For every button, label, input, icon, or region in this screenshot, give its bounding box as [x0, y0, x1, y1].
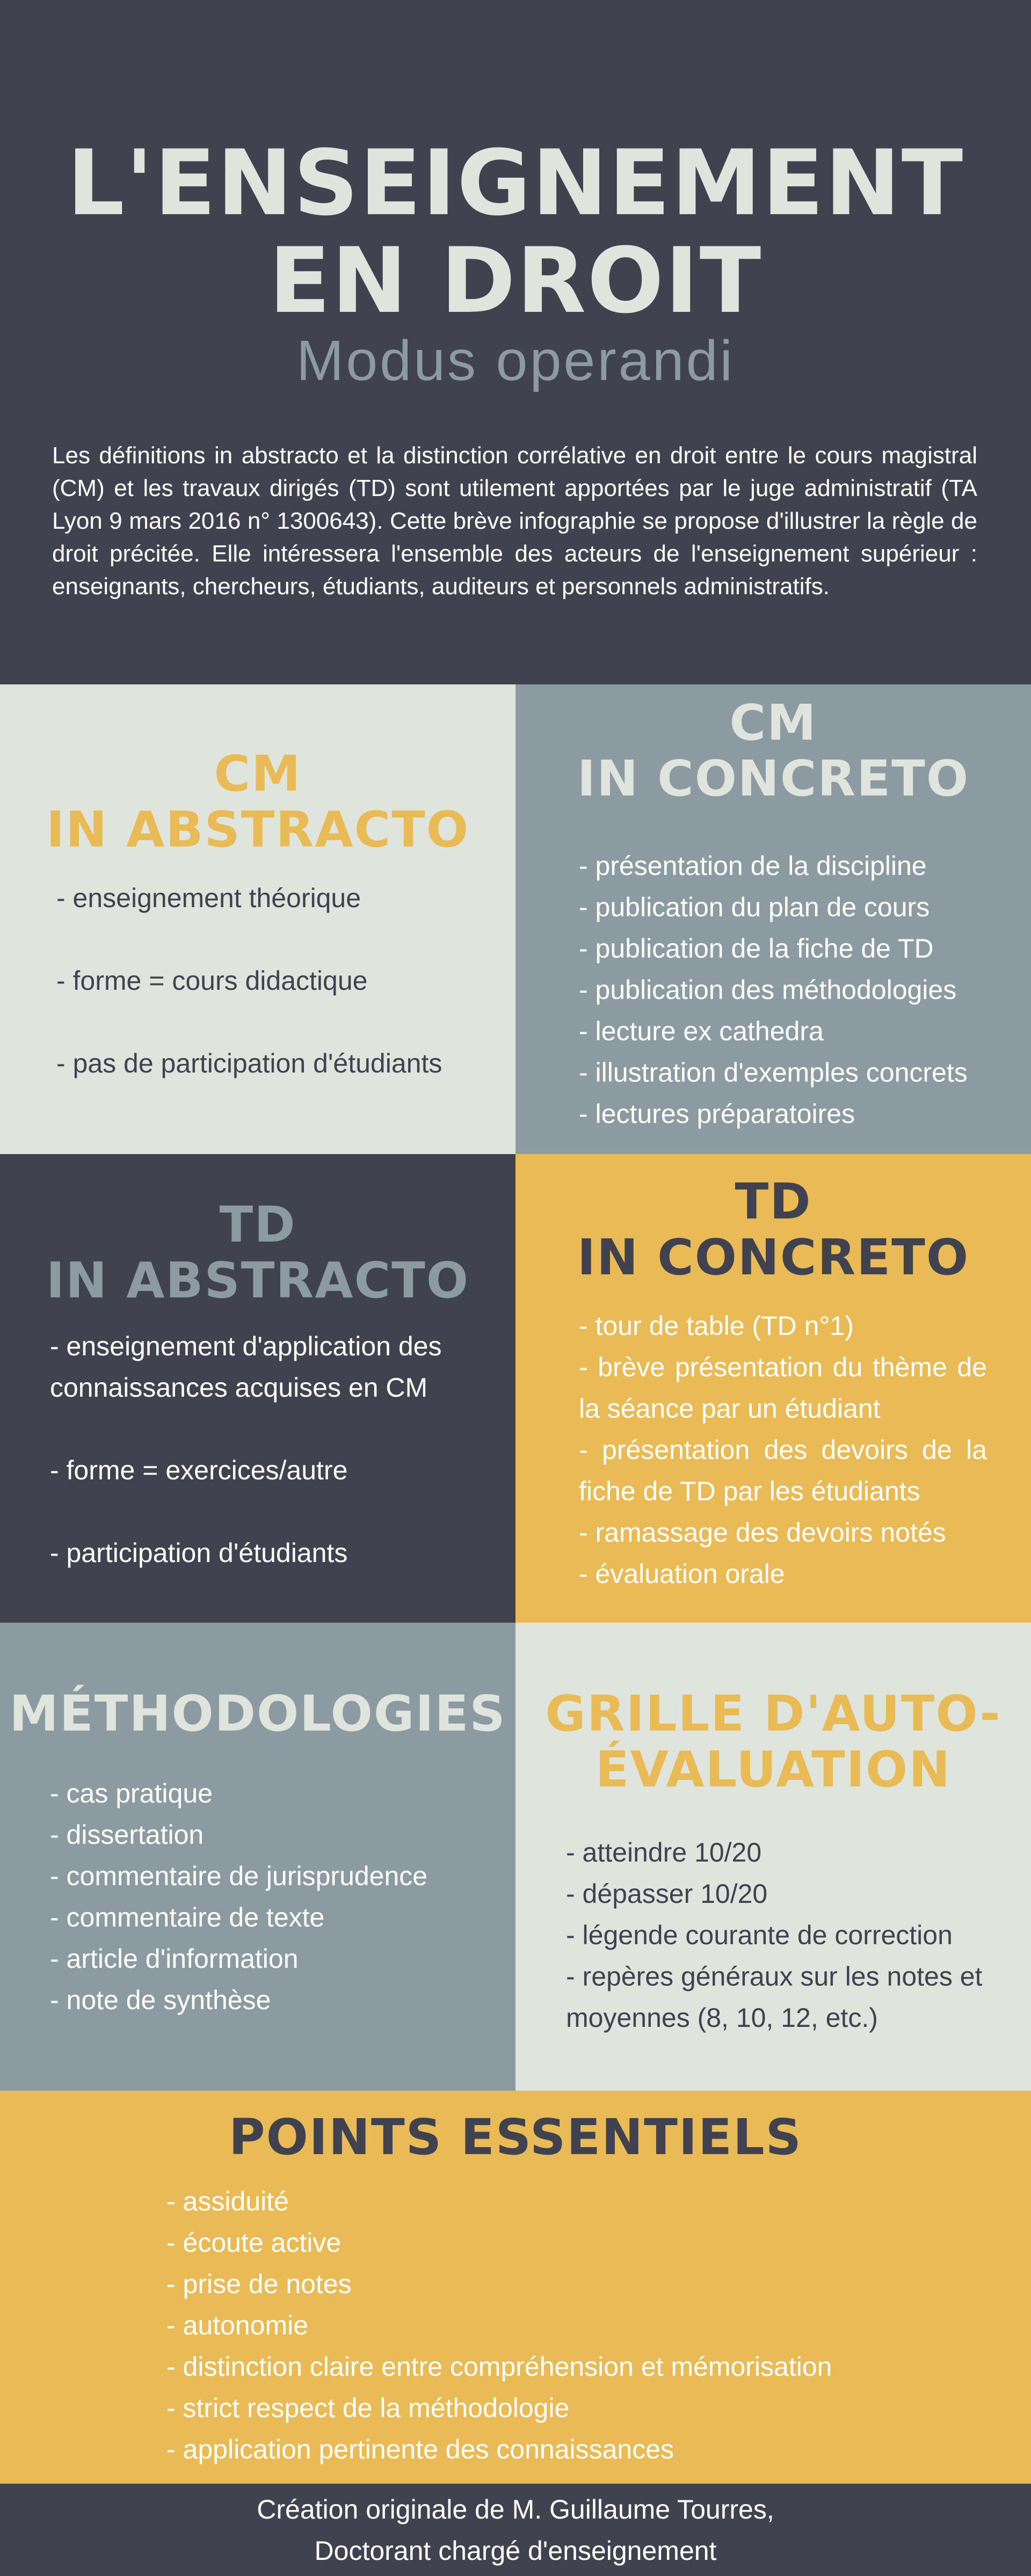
- footer-credit: Création originale de M. Guillaume Tourres,: [257, 2494, 774, 2524]
- footer: [0, 2484, 1031, 2576]
- list-item: - lectures préparatoires: [579, 1099, 855, 1129]
- td-abstracto-list: [50, 1326, 490, 1615]
- subtitle: Modus operandi: [296, 329, 735, 392]
- grille-panel: [516, 1623, 1031, 2091]
- list-item: - commentaire de texte: [50, 1902, 325, 1932]
- list-item: - publication du plan de cours: [579, 892, 930, 922]
- list-item: - forme = exercices/autre: [50, 1455, 348, 1485]
- intro-paragraph: Les définitions in abstracto et la distinction corrélative en droit entre le cours magistral (CM) et les travaux dirigés (TD) sont utilement apportées par le juge administratif (TA Lyon 9 mars 2016 n° 1300643). Cette brève infographie se propose d'illustrer la règle de droit précitée. Elle intéressera l'ensemble des acteurs de l'enseignement supérieur : enseignants, chercheurs, étudiants, auditeurs et personnels administratifs.: [52, 442, 977, 600]
- list-item: - forme = cours didactique: [56, 966, 368, 996]
- header: [0, 0, 1031, 684]
- list-item: - enseignement théorique: [56, 883, 361, 913]
- grille-list: [566, 1832, 996, 2039]
- td-concreto-panel: [516, 1154, 1031, 1623]
- list-item: - dissertation: [50, 1820, 204, 1850]
- list-item: - autonomie: [166, 2310, 309, 2340]
- list-item: - publication de la fiche de TD: [579, 933, 934, 964]
- td-abstracto-title-line2: IN ABSTRACTO: [46, 1252, 470, 1309]
- list-item: - lecture ex cathedra: [579, 1016, 824, 1046]
- list-item: - écoute active: [166, 2228, 342, 2258]
- list-item: - dépasser 10/20: [566, 1879, 768, 1909]
- td-abstracto-title: [0, 1197, 516, 1309]
- cm-abstracto-panel: [0, 684, 516, 1154]
- td-concreto-title-line2: IN CONCRETO: [577, 1229, 970, 1286]
- list-item: - tour de table (TD n°1): [579, 1311, 854, 1341]
- td-abstracto-panel: [0, 1154, 516, 1623]
- list-item: - publication des méthodologies: [579, 975, 957, 1005]
- list-item: - atteindre 10/20: [566, 1837, 762, 1867]
- list-item: - strict respect de la méthodologie: [166, 2393, 570, 2423]
- methodologies-title: MÉTHODOLOGIES: [9, 1685, 506, 1742]
- list-item: - distinction claire entre compréhension et mémorisation: [166, 2352, 832, 2382]
- cm-concreto-panel: [516, 684, 1031, 1154]
- td-concreto-title: [516, 1174, 1031, 1286]
- list-item: - article d'information: [50, 1944, 299, 1974]
- points-essentiels-panel: [0, 2091, 1031, 2484]
- list-item: - commentaire de jurisprudence: [50, 1861, 428, 1891]
- td-concreto-title-line1: TD: [735, 1173, 812, 1230]
- grille-title: [516, 1686, 1031, 1798]
- cm-abstracto-title-line1: CM: [214, 745, 302, 802]
- cm-abstracto-title-line2: IN ABSTRACTO: [46, 801, 470, 858]
- methodologies-list: [50, 1773, 490, 2021]
- cm-concreto-title-line1: CM: [729, 694, 817, 751]
- list-item: - repères généraux sur les notes et moyennes (8, 10, 12, etc.): [566, 1961, 983, 2033]
- list-item: - pas de participation d'étudiants: [56, 1048, 442, 1078]
- footer-role: Doctorant chargé d'enseignement: [314, 2536, 717, 2566]
- list-item: - cas pratique: [50, 1778, 213, 1808]
- list-item: - brève présentation du thème de la séance par un étudiant: [579, 1352, 987, 1424]
- cm-concreto-title-line2: IN CONCRETO: [577, 750, 970, 807]
- list-item: - enseignement d'application des connaissances acquises en CM: [50, 1331, 442, 1403]
- grille-title-line1: GRILLE D'AUTO-: [545, 1685, 1001, 1742]
- cm-abstracto-list: [56, 878, 497, 1126]
- list-item: - prise de notes: [166, 2269, 352, 2299]
- list-item: - ramassage des devoirs notés: [579, 1517, 946, 1548]
- list-item: - participation d'étudiants: [50, 1538, 348, 1568]
- td-abstracto-title-line1: TD: [219, 1196, 296, 1253]
- main-title: [0, 130, 1031, 333]
- points-essentiels-list: [166, 2181, 918, 2470]
- main-title-line1: L'ENSEIGNEMENT: [67, 130, 964, 236]
- td-concreto-list: [579, 1305, 987, 1595]
- points-essentiels-title: POINTS ESSENTIELS: [229, 2108, 802, 2166]
- main-title-line2: EN DROIT: [268, 228, 763, 333]
- cm-concreto-list: [579, 845, 1019, 1135]
- methodologies-panel: [0, 1623, 516, 2091]
- list-item: - application pertinente des connaissances: [166, 2434, 674, 2464]
- list-item: - évaluation orale: [579, 1559, 785, 1589]
- cm-concreto-title: [516, 695, 1031, 807]
- list-item: - présentation des devoirs de la fiche de TD par les étudiants: [579, 1435, 987, 1506]
- list-item: - assiduité: [166, 2186, 289, 2216]
- list-item: - illustration d'exemples concrets: [579, 1057, 968, 1088]
- grille-title-line2: ÉVALUATION: [595, 1741, 952, 1798]
- list-item: - présentation de la discipline: [579, 851, 927, 881]
- list-item: - note de synthèse: [50, 1985, 271, 2015]
- cm-abstracto-title: [0, 746, 516, 858]
- list-item: - légende courante de correction: [566, 1920, 953, 1950]
